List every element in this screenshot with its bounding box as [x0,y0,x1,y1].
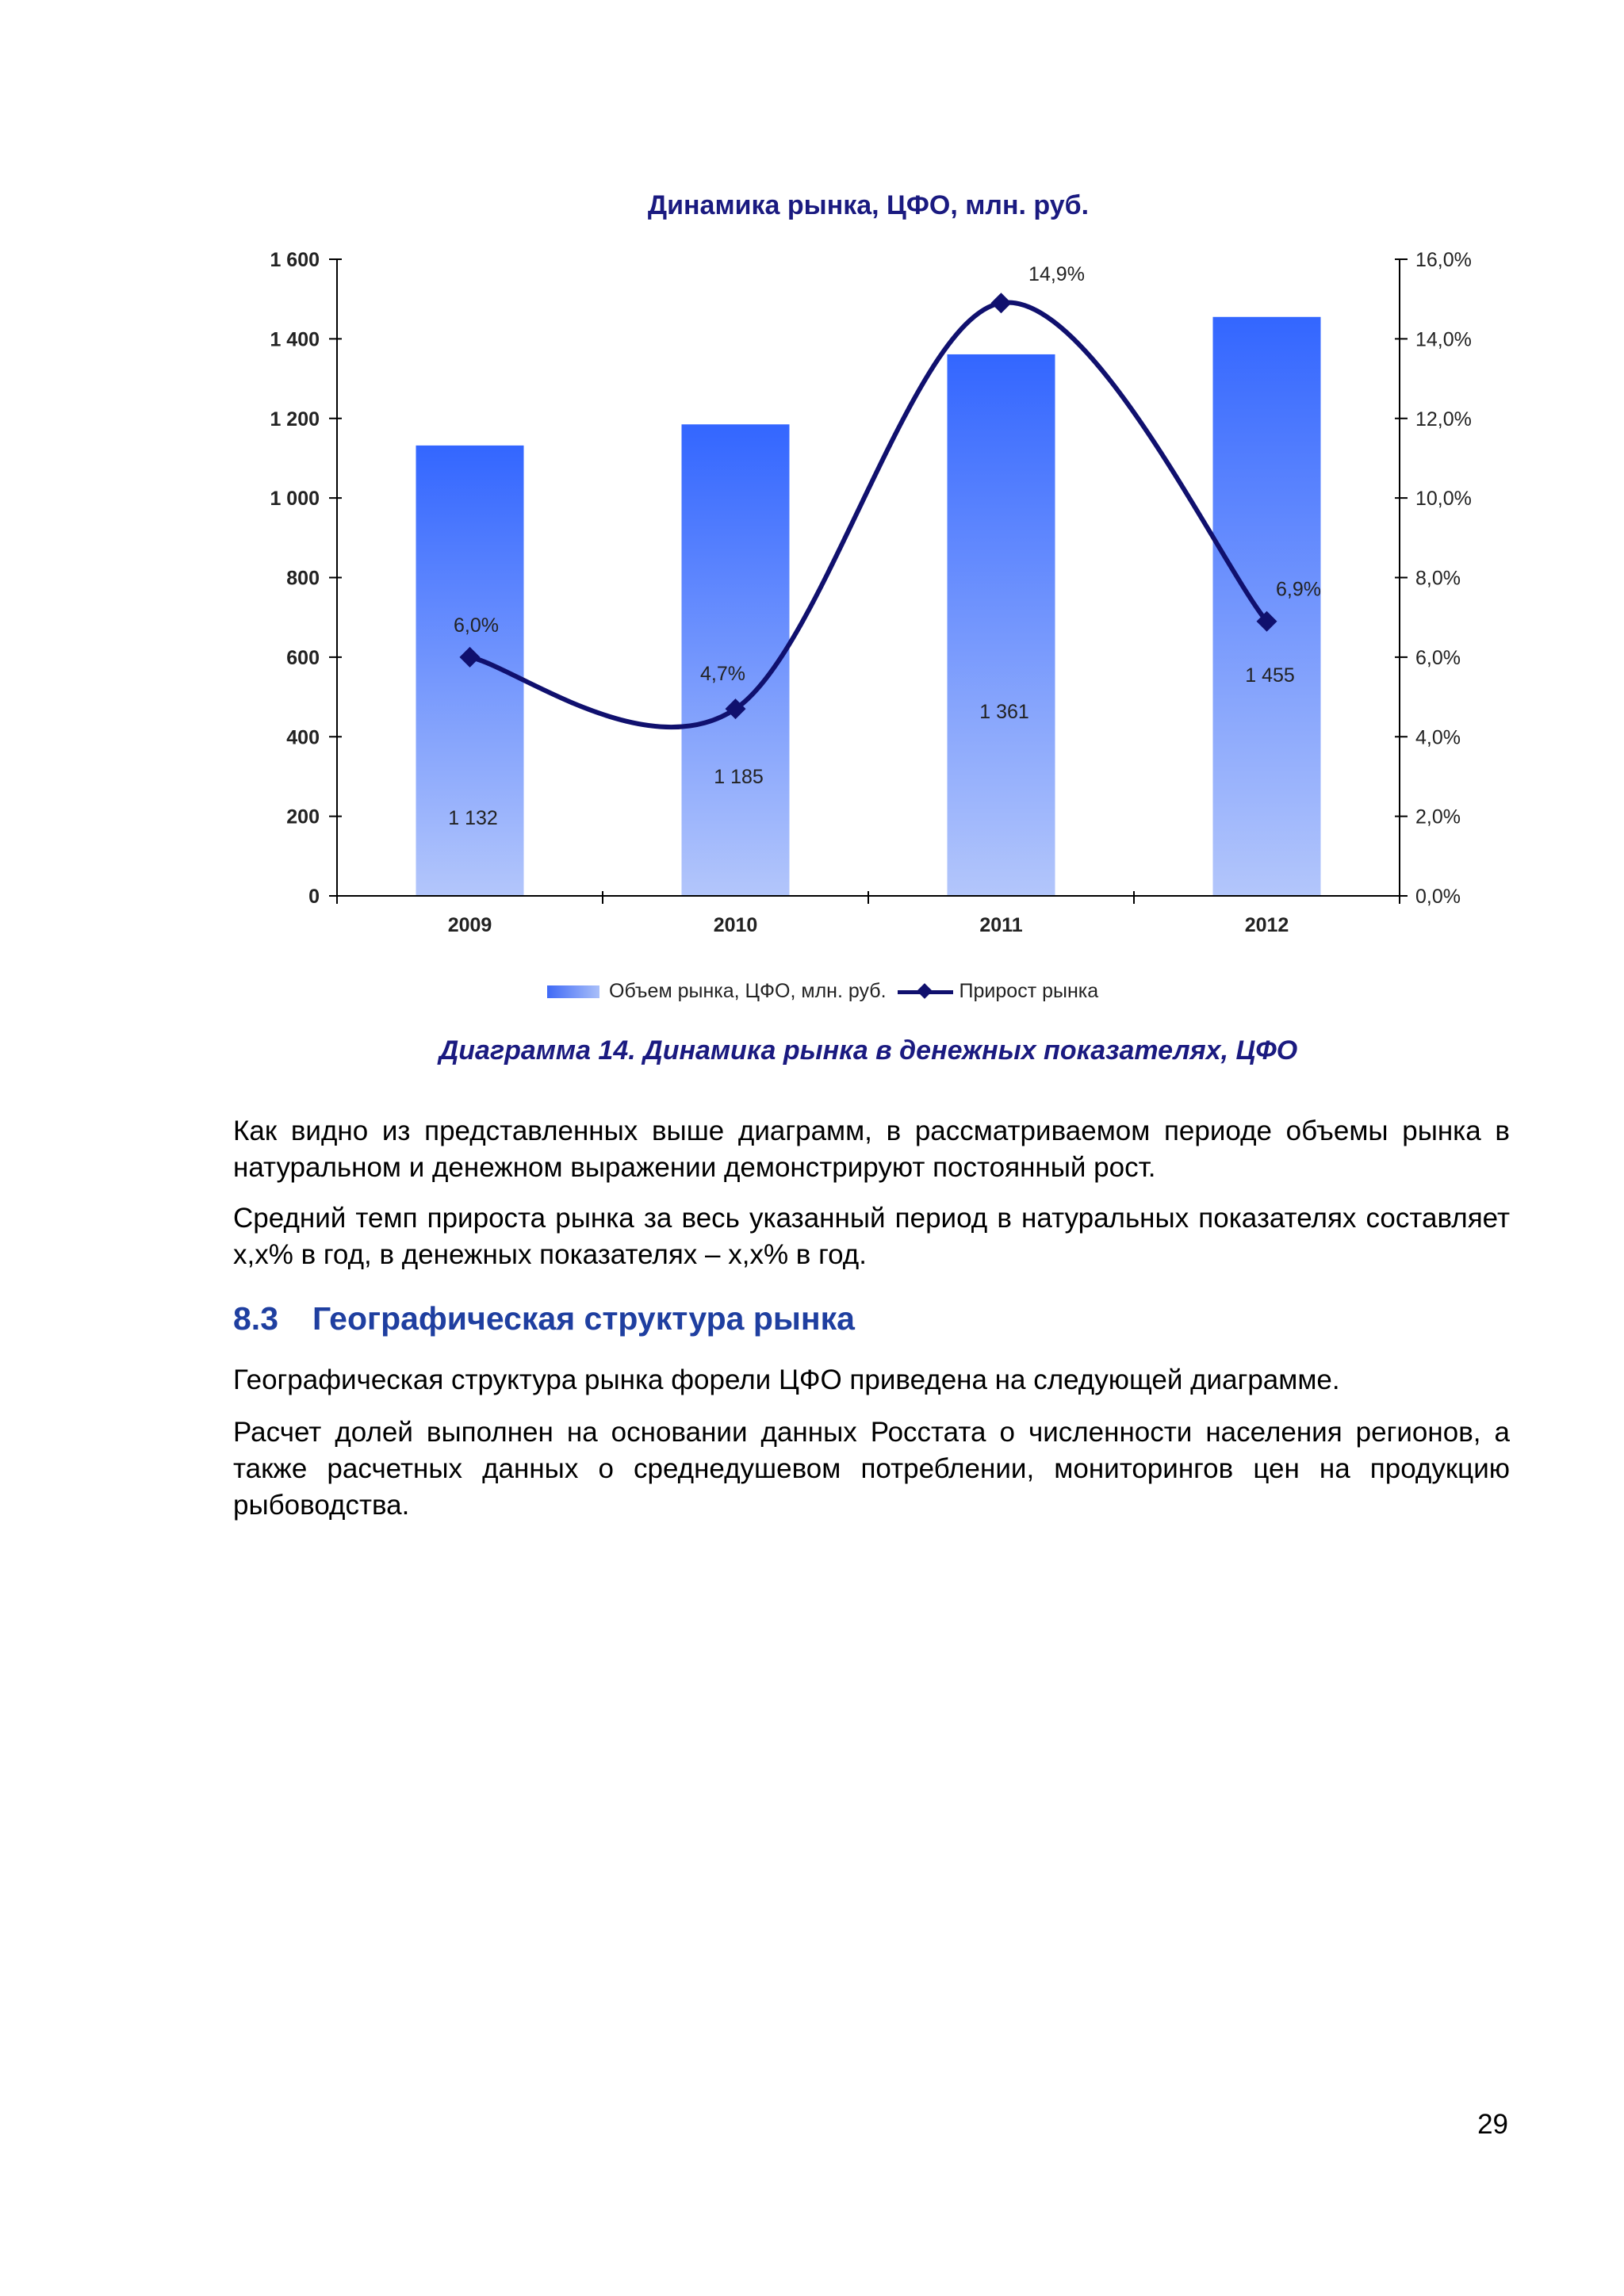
y-right-tick-label: 0,0% [1415,886,1461,908]
bar-data-label: 1 132 [448,807,498,829]
y-left-tick-label: 1 200 [270,408,320,430]
y-right-tick-label: 10,0% [1415,488,1472,511]
y-right-tick-label: 16,0% [1415,249,1472,271]
line-point-2011 [991,293,1012,313]
bar-data-label: 1 361 [979,701,1029,723]
page-number: 29 [1477,2109,1508,2140]
paragraph-4: Расчет долей выполнен на основании данных Росстата о численности населения регионов, а также расчетных данных о среднедушевом потреблении, мониторингов цен на продукцию рыбоводства. [233,1417,1510,1521]
bar-data-label: 1 455 [1245,664,1295,687]
bar-data-label: 1 185 [714,766,764,788]
paragraph-3: Географическая структура рынка форели ЦФО приведена на следующей диаграмме. [233,1364,1340,1395]
chart-title: Динамика рынка, ЦФО, млн. руб. [647,190,1090,220]
bar-2012 [1213,317,1321,896]
chart-svg [0,0,1624,1015]
y-right-tick-label: 4,0% [1415,726,1461,749]
section-title: Географическая структура рынка [312,1300,855,1337]
line-series-growth [470,303,1267,728]
x-tick-label: 2009 [447,914,492,936]
y-left-tick-label: 600 [286,646,320,669]
y-left-tick-label: 1 400 [270,328,320,351]
y-right-tick-label: 14,0% [1415,328,1472,351]
y-right-tick-label: 12,0% [1415,408,1472,430]
x-tick-label: 2012 [1244,914,1289,936]
y-left-tick-label: 400 [286,726,320,749]
y-left-tick-label: 0 [308,886,320,908]
paragraph-1: Как видно из представленных выше диаграмм, в рассматриваемом периоде объемы рынка в натуральном и денежном выражении демонстрируют постоянный рост. [233,1115,1510,1183]
y-left-tick-label: 1 000 [270,488,320,511]
chart [0,0,1624,1015]
figure-caption: Диаграмма 14. Динамика рынка в денежных показателях, ЦФО [439,1035,1298,1066]
legend-bar-label: Объем рынка, ЦФО, млн. руб. [609,980,887,1002]
line-data-label: 4,7% [700,663,745,686]
legend-line-label: Прирост рынка [959,980,1099,1002]
y-left-tick-label: 200 [286,806,320,828]
y-left-tick-label: 800 [286,567,320,590]
y-right-tick-label: 2,0% [1415,806,1461,828]
x-tick-label: 2010 [713,914,758,936]
section-heading [233,1300,855,1337]
line-data-label: 6,0% [454,614,499,637]
y-right-tick-label: 8,0% [1415,567,1461,590]
y-right-tick-label: 6,0% [1415,646,1461,669]
bar-2010 [682,424,790,896]
paragraph-2: Средний темп прироста рынка за весь указанный период в натуральных показателях составляет х,х% в год, в денежных показателях – х,х% в год. [233,1203,1510,1270]
section-number: 8.3 [233,1300,278,1337]
chart-legend [547,980,1098,1003]
bar-2011 [948,354,1055,896]
legend-bar-swatch [547,985,599,998]
legend-line-swatch [898,982,953,1001]
x-tick-label: 2011 [979,914,1023,936]
line-data-label: 6,9% [1276,578,1321,601]
y-left-tick-label: 1 600 [270,249,320,271]
line-data-label: 14,9% [1028,263,1085,286]
